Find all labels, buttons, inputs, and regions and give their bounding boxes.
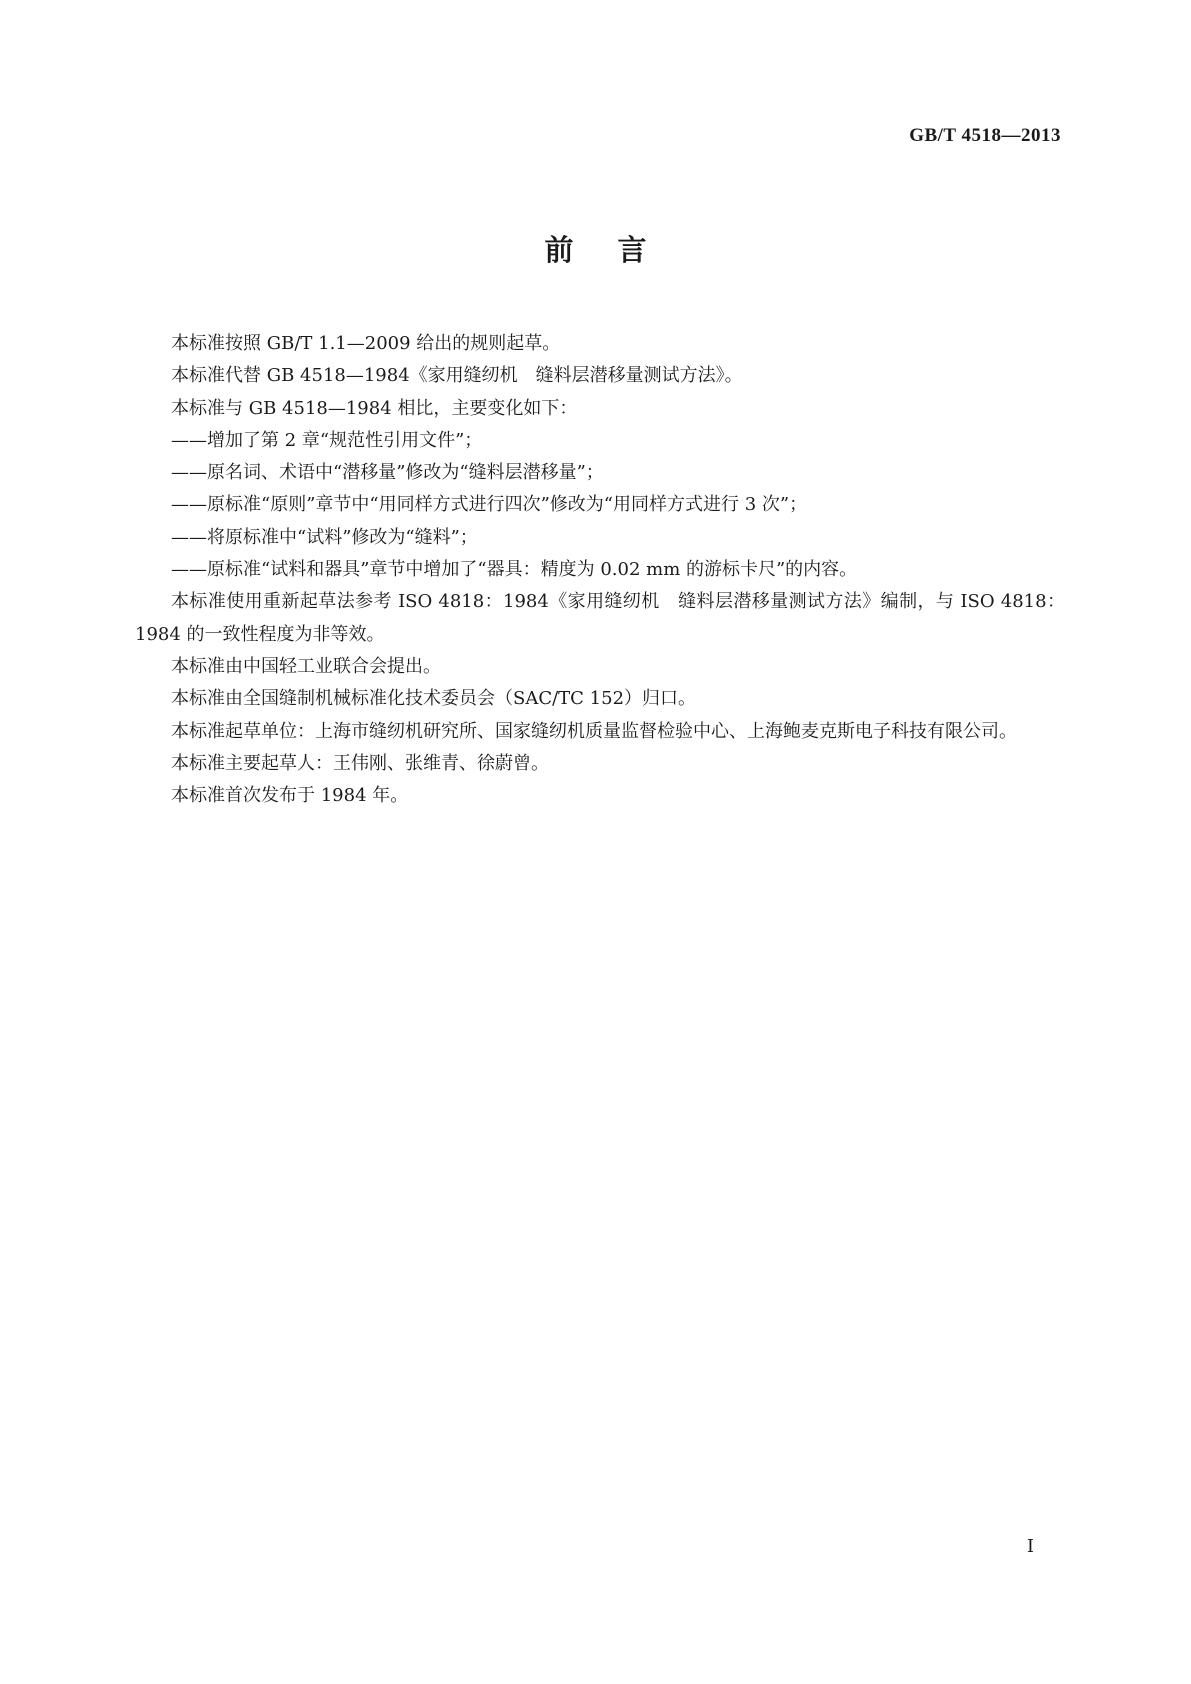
change-item: ——原标准“试料和器具”章节中增加了“器具：精度为 0.02 mm 的游标卡尺”的内容。 (171, 559, 858, 581)
paragraph-proposed-by: 本标准由中国轻工业联合会提出。 (171, 655, 441, 677)
page-title: 前言 (544, 233, 691, 267)
paragraph-drafting-rules: 本标准按照 GB/T 1.1—2009 给出的规则起草。 (171, 333, 561, 354)
paragraph-first-published: 本标准首次发布于 1984 年。 (171, 785, 409, 807)
foreword-body (135, 328, 1065, 812)
change-item: ——增加了第 2 章“规范性引用文件”； (171, 429, 483, 451)
standard-code: GB/T 4518—2013 (909, 125, 1061, 146)
change-item: ——原名词、术语中“潜移量”修改为“缝料层潜移量”； (171, 462, 604, 484)
paragraph-replaces: 本标准代替 GB 4518—1984《家用缝纫机 缝料层潜移量测试方法》。 (171, 365, 743, 387)
paragraph-drafting-units: 本标准起草单位：上海市缝纫机研究所、国家缝纫机质量监督检验中心、上海鲍麦克斯电子科技有限公司。 (171, 720, 1017, 742)
page-number: I (1026, 1536, 1034, 1557)
change-item: ——将原标准中“试料”修改为“缝料”； (171, 526, 478, 548)
paragraph-iso-reference: 本标准使用重新起草法参考 ISO 4818：1984《家用缝纫机 缝料层潜移量测试方法》编制，与 ISO 4818：1984 的一致性程度为非等效。 (135, 591, 1065, 645)
paragraph-changes-intro: 本标准与 GB 4518—1984 相比，主要变化如下： (171, 397, 578, 419)
paragraph-administered-by: 本标准由全国缝制机械标准化技术委员会（SAC/TC 152）归口。 (171, 688, 697, 710)
change-item: ——原标准“原则”章节中“用同样方式进行四次”修改为“用同样方式进行 3 次”； (171, 494, 808, 516)
paragraph-drafters: 本标准主要起草人：王伟刚、张维青、徐蔚曾。 (171, 752, 549, 774)
